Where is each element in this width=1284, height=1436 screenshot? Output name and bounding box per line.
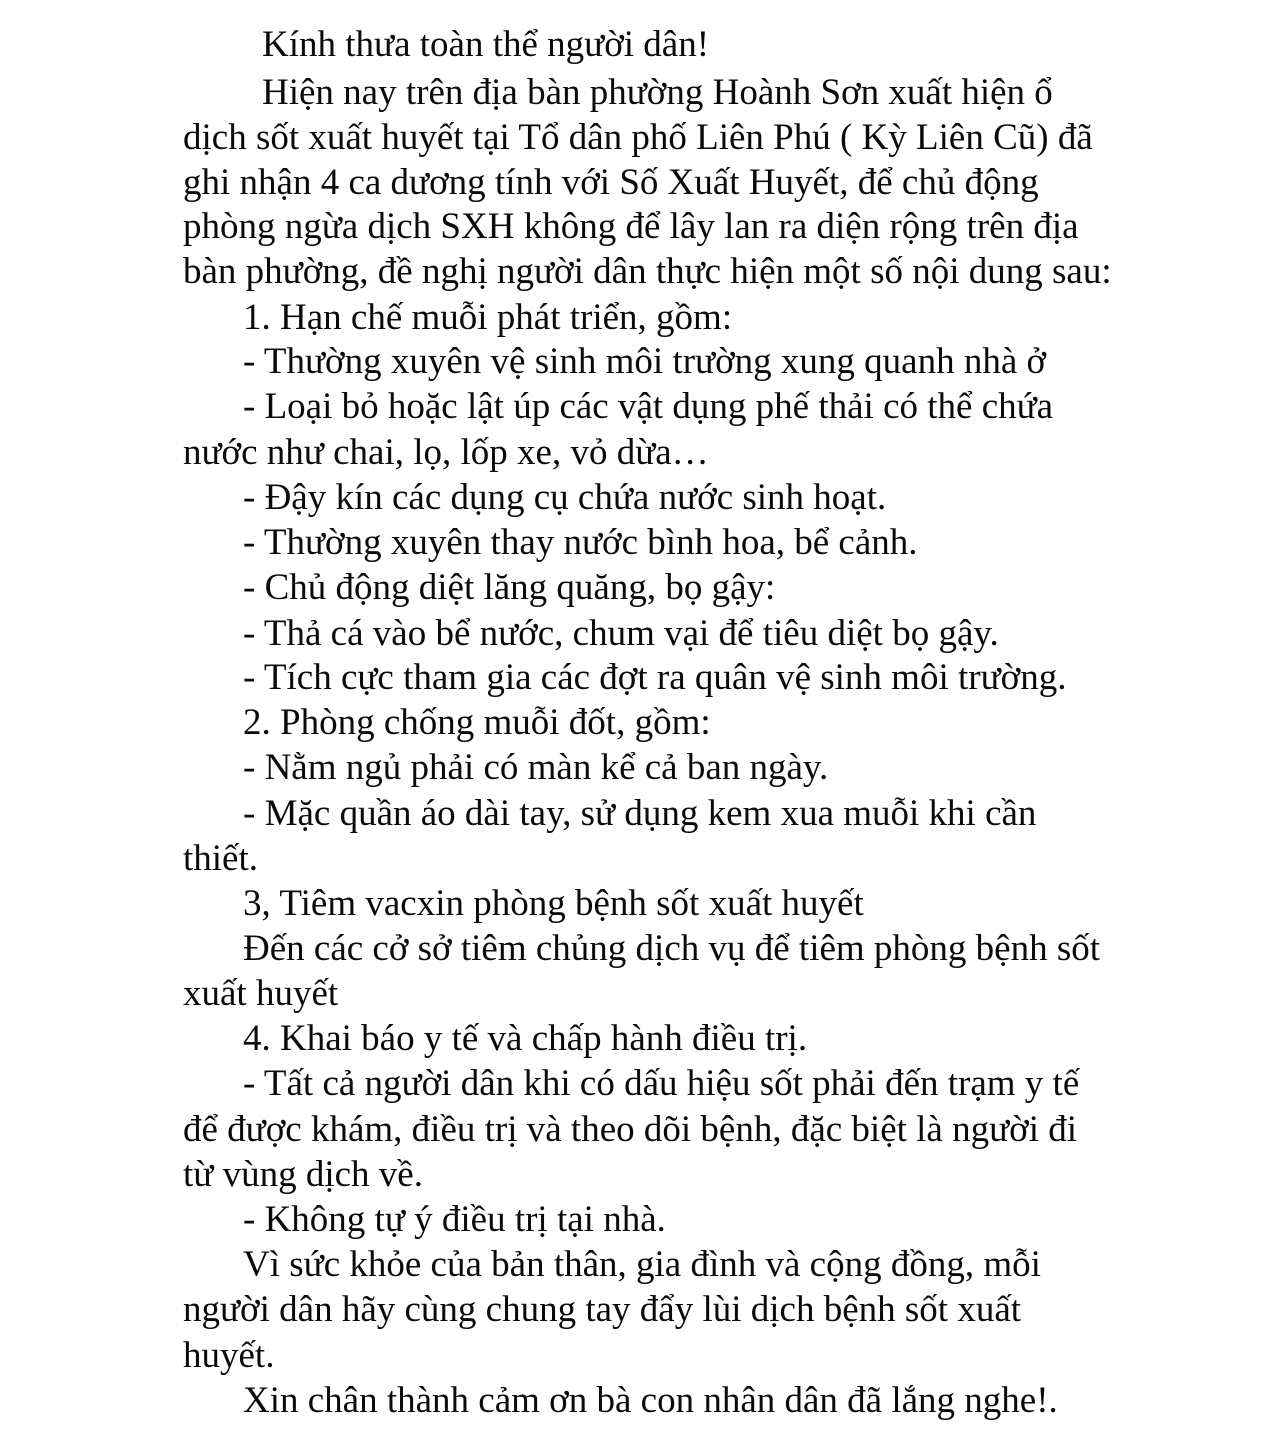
list-item: - Không tự ý điều trị tại nhà.	[243, 1199, 666, 1240]
list-item: - Tất cả người dân khi có dấu hiệu sốt phải đến trạm y tế	[243, 1063, 1080, 1104]
list-item: - Loại bỏ hoặc lật úp các vật dụng phế thải có thể chứa	[243, 386, 1054, 427]
paragraph-line: Hiện nay trên địa bàn phường Hoành Sơn xuất hiện ổ	[262, 72, 1053, 113]
list-item-continuation: để được khám, điều trị và theo dõi bệnh, đặc biệt là người đi	[183, 1109, 1078, 1150]
paragraph-line: huyết.	[183, 1335, 275, 1376]
section-heading: 2. Phòng chống muỗi đốt, gồm:	[243, 702, 711, 743]
list-item: - Thường xuyên vệ sinh môi trường xung quanh nhà ở	[243, 341, 1047, 382]
closing-line: Xin chân thành cảm ơn bà con nhân dân đã lắng nghe!.	[243, 1380, 1058, 1421]
paragraph-line: ghi nhận 4 ca dương tính với Số Xuất Huyết, để chủ động	[183, 162, 1039, 203]
list-item: - Nằm ngủ phải có màn kể cả ban ngày.	[243, 747, 829, 788]
paragraph-line: người dân hãy cùng chung tay đẩy lùi dịch bệnh sốt xuất	[183, 1289, 1022, 1330]
paragraph-line: phòng ngừa dịch SXH không để lây lan ra diện rộng trên địa	[183, 206, 1079, 247]
paragraph-line: xuất huyết	[183, 973, 339, 1014]
section-heading: 1. Hạn chế muỗi phát triển, gồm:	[243, 297, 733, 338]
list-item: - Tích cực tham gia các đợt ra quân vệ sinh môi trường.	[243, 657, 1067, 698]
list-item-continuation: thiết.	[183, 838, 259, 879]
section-heading: 4. Khai báo y tế và chấp hành điều trị.	[243, 1018, 808, 1059]
section-heading: 3, Tiêm vacxin phòng bệnh sốt xuất huyết	[243, 883, 864, 924]
list-item-continuation: nước như chai, lọ, lốp xe, vỏ dừa…	[183, 432, 709, 473]
list-item: - Mặc quần áo dài tay, sử dụng kem xua muỗi khi cần	[243, 793, 1037, 834]
list-item-continuation: từ vùng dịch về.	[183, 1154, 423, 1195]
paragraph-line: bàn phường, đề nghị người dân thực hiện một số nội dung sau:	[183, 251, 1112, 292]
list-item: - Thường xuyên thay nước bình hoa, bể cảnh.	[243, 522, 918, 563]
list-item: - Đậy kín các dụng cụ chứa nước sinh hoạt.	[243, 477, 887, 518]
list-item: - Thả cá vào bể nước, chum vại để tiêu diệt bọ gậy.	[243, 613, 999, 654]
paragraph-line: Vì sức khỏe của bản thân, gia đình và cộng đồng, mỗi	[243, 1244, 1041, 1285]
paragraph-line: dịch sốt xuất huyết tại Tổ dân phố Liên Phú ( Kỳ Liên Cũ) đã	[183, 117, 1093, 158]
list-item: - Chủ động diệt lăng quăng, bọ gậy:	[243, 567, 776, 608]
greeting-line: Kính thưa toàn thể người dân!	[262, 24, 710, 65]
paragraph-line: Đến các cở sở tiêm chủng dịch vụ để tiêm phòng bệnh sốt	[243, 928, 1101, 969]
